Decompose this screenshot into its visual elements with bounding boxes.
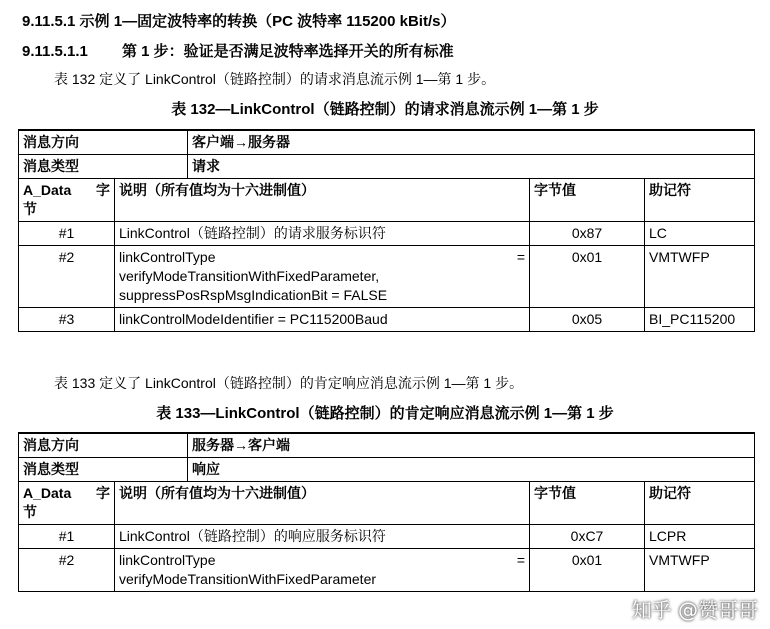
- table-row: [19, 222, 755, 246]
- row-description: linkControlType = verifyModeTransitionWithFixedParameter: [115, 549, 530, 592]
- row-number: #2: [19, 246, 115, 308]
- row-byte-value: 0x01: [530, 246, 645, 308]
- watermark: 知乎 @赞哥哥: [631, 598, 758, 622]
- row-number: #3: [19, 308, 115, 332]
- row-description: linkControlModeIdentifier = PC115200Baud: [115, 308, 530, 332]
- table2-intro: 表 133 定义了 LinkControl（链路控制）的肯定响应消息流示例 1—第 1 步。: [54, 375, 524, 391]
- type-label: 消息类型: [19, 155, 188, 179]
- direction-label: 消息方向: [19, 130, 188, 155]
- table2-caption: 表 133—LinkControl（链路控制）的肯定响应消息流示例 1—第 1 步: [156, 405, 614, 422]
- row-byte-value: 0xC7: [530, 525, 645, 549]
- header-mnemonic: 助记符: [645, 179, 755, 222]
- direction-row: [19, 433, 755, 458]
- row-mnemonic: VMTWFP: [645, 549, 755, 592]
- header-row: [19, 482, 755, 525]
- row-mnemonic: VMTWFP: [645, 246, 755, 308]
- row-number: #1: [19, 222, 115, 246]
- table-row: [19, 549, 755, 592]
- response-message-table: [18, 432, 755, 592]
- row-byte-value: 0x05: [530, 308, 645, 332]
- row-mnemonic: LCPR: [645, 525, 755, 549]
- subsection-title: 第 1 步：验证是否满足波特率选择开关的所有标准: [122, 43, 454, 60]
- subsection-number: 9.11.5.1.1: [22, 43, 88, 60]
- header-description: 说明（所有值均为十六进制值）: [115, 179, 530, 222]
- type-row: [19, 155, 755, 179]
- header-byte-value: 字节值: [530, 482, 645, 525]
- table1-caption: 表 132—LinkControl（链路控制）的请求消息流示例 1—第 1 步: [171, 101, 599, 118]
- direction-value: 服务器→客户端: [188, 433, 755, 458]
- row-number: #2: [19, 549, 115, 592]
- type-row: [19, 458, 755, 482]
- type-label: 消息类型: [19, 458, 188, 482]
- direction-value: 客户端→服务器: [188, 130, 755, 155]
- row-description: LinkControl（链路控制）的请求服务标识符: [115, 222, 530, 246]
- header-a-data: A_Data 字 节: [19, 179, 115, 222]
- type-value: 请求: [188, 155, 755, 179]
- header-a-data: A_Data 字 节: [19, 482, 115, 525]
- request-message-table: [18, 129, 755, 332]
- type-value: 响应: [188, 458, 755, 482]
- header-row: [19, 179, 755, 222]
- subsection-heading: [22, 40, 454, 61]
- section-heading: 9.11.5.1 示例 1—固定波特率的转换（PC 波特率 115200 kBit/s）: [22, 13, 456, 30]
- table-row: [19, 246, 755, 308]
- direction-label: 消息方向: [19, 433, 188, 458]
- row-mnemonic: BI_PC115200: [645, 308, 755, 332]
- table-row: [19, 525, 755, 549]
- row-byte-value: 0x01: [530, 549, 645, 592]
- row-description: linkControlType = verifyModeTransitionWithFixedParameter, suppressPosRspMsgIndicationBit = FALSE: [115, 246, 530, 308]
- row-description: LinkControl（链路控制）的响应服务标识符: [115, 525, 530, 549]
- header-description: 说明（所有值均为十六进制值）: [115, 482, 530, 525]
- row-byte-value: 0x87: [530, 222, 645, 246]
- row-mnemonic: LC: [645, 222, 755, 246]
- row-number: #1: [19, 525, 115, 549]
- direction-row: [19, 130, 755, 155]
- table1-intro: 表 132 定义了 LinkControl（链路控制）的请求消息流示例 1—第 1 步。: [54, 71, 496, 87]
- header-mnemonic: 助记符: [645, 482, 755, 525]
- header-byte-value: 字节值: [530, 179, 645, 222]
- table-row: [19, 308, 755, 332]
